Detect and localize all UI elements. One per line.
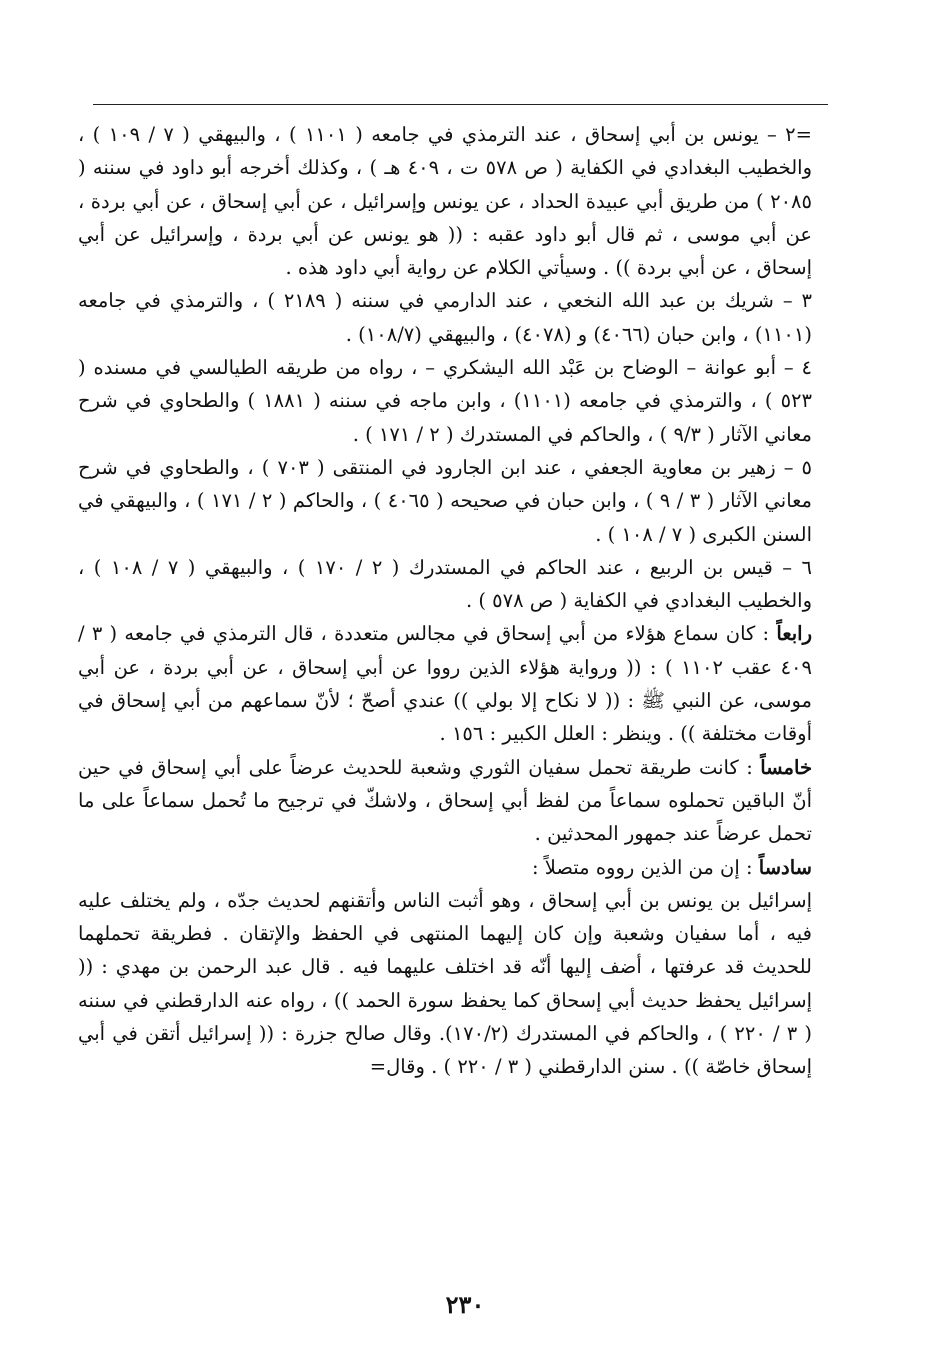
header-rule — [93, 104, 828, 105]
section-fifth: خامساً : كانت طريقة تحمل سفيان الثوري وشعبة للحديث عرضاً على أبي إسحاق في حين أنّ الباقين تحملوه سماعاً من لفظ أبي إسحاق ، ولاشكّ في ترجيح ما تُحمل سماعاً على ما تحمل عرضاً عند جمهور المحدثين . — [78, 755, 812, 846]
section-heading: خامساً — [760, 755, 812, 779]
section-sixth-body: إسرائيل بن يونس بن أبي إسحاق ، وهو أثبت الناس وأتقنهم لحديث جدّه ، ولم يختلف عليه فيه ، أما سفيان وشعبة وإن كان إليهما المنتهى في الحفظ والإتقان . فطريقة تحملهما للحديث قد عرفتها ، أضف إليها أنّه قد اختلف عليهما فيه . قال عبد الرحمن بن مهدي : (( إسرائيل يحفظ حديث أبي إسحاق كما يحفظ سورة الحمد )) ، رواه عنه الدارقطني في سننه ( ٣ / ٢٢٠ ) ، والحاكم في المستدرك (١٧٠/٢). وقال صالح جزرة : (( إسرائيل أتقن في أبي إسحاق خاصّة )) . سنن الدارقطني ( ٣ / ٢٢٠ ) . وقال= — [78, 888, 812, 1079]
footnote-paragraph-3: ٣ – شريك بن عبد الله النخعي ، عند الدارمي في سننه ( ٢١٨٩ ) ، والترمذي في جامعه (١١٠١) ، وابن حبان (٤٠٦٦) و (٤٠٧٨) ، والبيهقي (١٠٨/٧) . — [78, 289, 813, 346]
footnote-paragraph-2: =٢ – يونس بن أبي إسحاق ، عند الترمذي في جامعه ( ١١٠١ ) ، والبيهقي ( ٧ / ١٠٩ ) ، والخطيب البغدادي في الكفاية ( ص ٥٧٨ ت ، ٤٠٩ هـ ) ، وكذلك أخرجه أبو داود في سننه ( ٢٠٨٥ ) من طريق أبي عبيدة الحداد ، عن يونس وإسرائيل ، عن أبي إسحاق ، عن أبي بردة ، عن أبي موسى ، ثم قال أبو داود عقبه : (( هو يونس عن أبي بردة ، وإسرائيل عن أبي إسحاق ، عن أبي بردة )) . وسيأتي الكلام عن رواية أبي داود هذه . — [78, 123, 812, 280]
section-sixth: سادساً : إن من الذين رووه متصلاً : — [531, 855, 812, 879]
section-heading: رابعاً — [776, 622, 812, 646]
footnote-paragraph-4: ٤ – أبو عوانة – الوضاح بن عَبْد الله اليشكري – ، رواه من طريقه الطيالسي في مسنده ( ٥٢٣ ) ، والترمذي في جامعه (١١٠١) ، وابن ماجه في سننه ( ١٨٨١ ) والطحاوي في شرح معاني الآثار ( ٩/٣ ) ، والحاكم في المستدرك ( ٢ / ١٧١ ) . — [78, 356, 812, 446]
page-number: ٢٣٠ — [445, 1290, 485, 1319]
footnote-paragraph-5: ٥ – زهير بن معاوية الجعفي ، عند ابن الجارود في المنتقى ( ٧٠٣ ) ، والطحاوي في شرح معاني الآثار ( ٣ / ٩ ) ، وابن حبان في صحيحه ( ٤٠٦٥ ) ، والحاكم ( ٢ / ١٧١ ) ، والبيهقي في السنن الكبرى ( ٧ / ١٠٨ ) . — [78, 455, 812, 546]
footnote-text — [78, 118, 812, 1084]
section-fourth: رابعاً : كان سماع هؤلاء من أبي إسحاق في مجالس متعددة ، قال الترمذي في جامعه ( ٣ / ٤٠٩ عقب ١١٠٢ ) : (( ورواية هؤلاء الذين رووا عن أبي إسحاق ، عن أبي بردة ، عن أبي موسى، عن النبي ﷺ : (( لا نكاح إلا بولي )) عندي أصحّ ؛ لأنّ سماعهم من أبي إسحاق في أوقات مختلفة )) . وينظر : العلل الكبير : ١٥٦ . — [78, 622, 812, 746]
section-heading: سادساً — [758, 855, 812, 879]
footnote-paragraph-6: ٦ – قيس بن الربيع ، عند الحاكم في المستدرك ( ٢ / ١٧٠ ) ، والبيهقي ( ٧ / ١٠٨ ) ، والخطيب البغدادي في الكفاية ( ص ٥٧٨ ) . — [78, 555, 812, 613]
